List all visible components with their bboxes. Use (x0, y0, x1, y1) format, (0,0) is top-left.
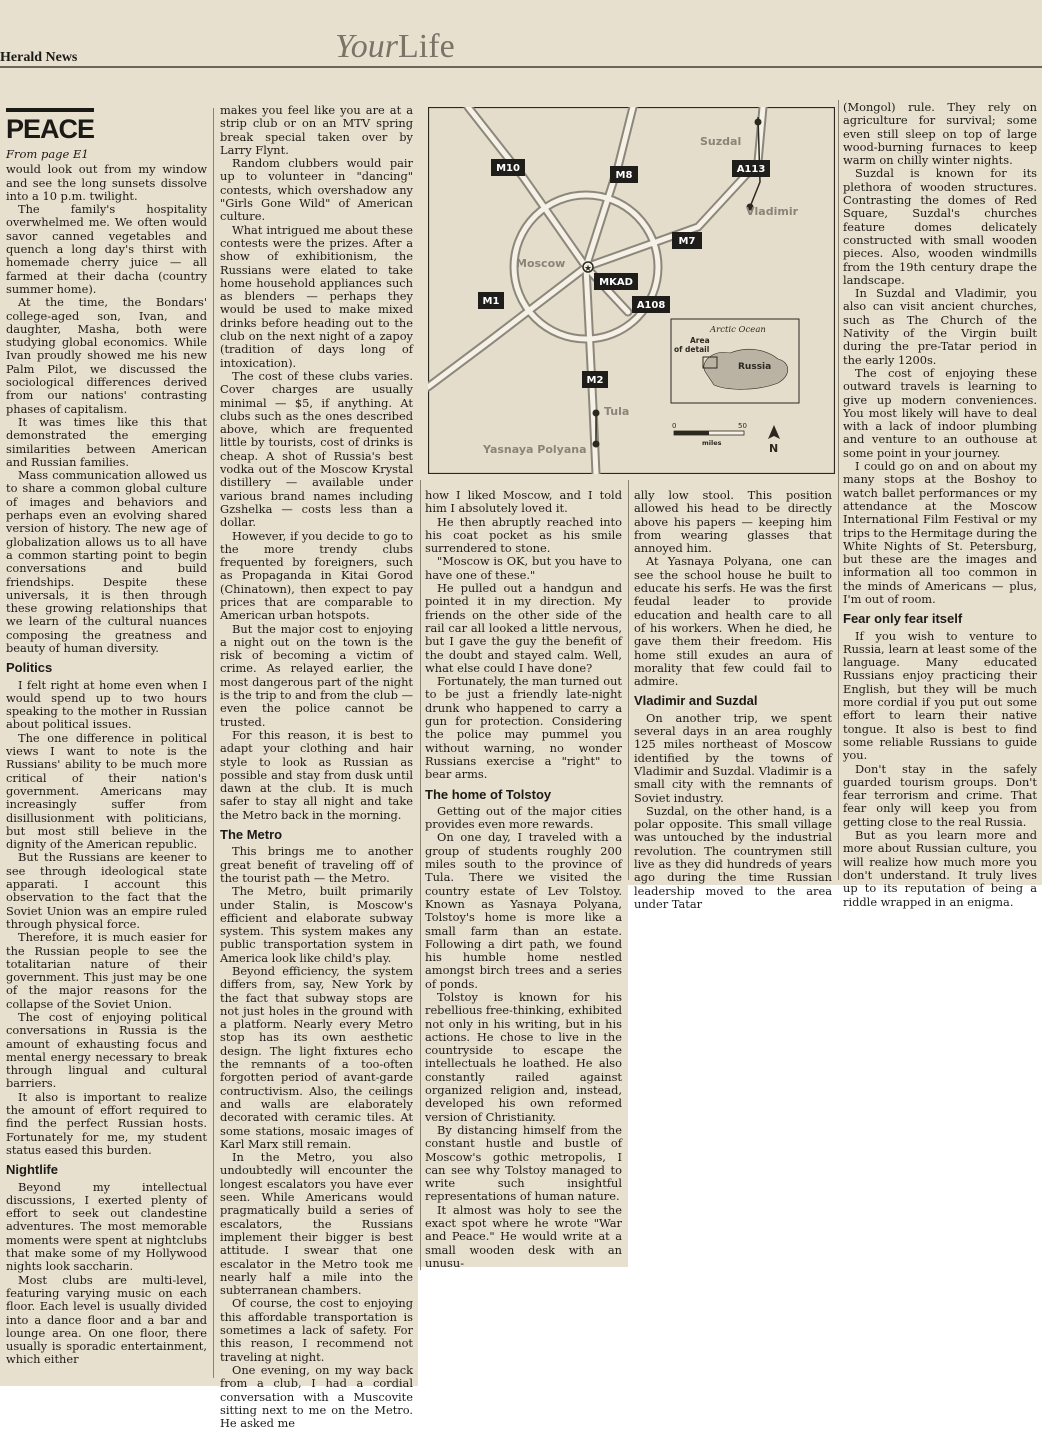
inset-area-2: of detail (674, 345, 710, 354)
paragraph: The family's hospitality overwhelmed me. We often would savor canned vegetables and quench a long day's thirst with homemade cherry juice — all farmed at their dacha (country summer home). (6, 202, 207, 296)
paragraph: But as you learn more and more about Russian culture, you will realize how much more you don't understand. It truly lives up to its reputation of being a riddle wrapped in an enigma. (843, 828, 1037, 909)
paragraph: But the Russians are keener to see through ideological state apparati. I account this observation to the fact that the Soviet Union was an empire ruled through physical force. (6, 850, 207, 931)
route-mkad: MKAD (599, 277, 633, 288)
star-icon: ★ (583, 264, 593, 274)
paragraph: He pulled out a handgun and pointed it in my direction. My friends on the other side of the rail car all looked a little nervous, but I gave the guy the benefit of the doubt and stayed calm. Well, what else could I have done? (425, 581, 622, 675)
article-column-4 (634, 489, 832, 911)
paragraph: On another trip, we spent several days in an area roughly 125 miles northeast of Moscow identified by the towns of Vladimir and Suzdal. Vladimir is a small city with the remnants of Soviet industry. (634, 710, 832, 805)
section-logo (335, 28, 455, 66)
paragraph: What intrigued me about these contests were the prizes. After a show of exhibitionism, the Russians were elated to take home household appliances such as blenders — perhaps they would be used to make mixed drinks before heading out to the club on the next night of a zapoy (tradition of days long of intoxication). (220, 222, 413, 370)
place-moscow: Moscow (516, 257, 566, 270)
paragraph: The Metro, built primarily under Stalin, is Moscow's efficient and elaborate subway system. This system makes any public transportation system in America look like child's play. (220, 884, 413, 965)
city-dot-yasnaya (593, 441, 600, 448)
scale-fifty: 50 (738, 422, 747, 430)
paragraph: ally low stool. This position allowed his head to be directly above his papers — keeping him from wearing glasses that annoyed him. (634, 488, 832, 556)
paragraph: It was times like this that demonstrated the emerging similarities between American and Russian families. (6, 414, 207, 469)
city-dot-suzdal (755, 119, 762, 126)
route-m2: M2 (586, 375, 604, 386)
paragraph: However, if you decide to go to the more trendy clubs frequented by foreigners, such as Propaganda in Kitai Gorod (Chinatown), then expect to pay prices that are comparable to American urban hotspots. (220, 528, 413, 623)
scale-unit: miles (702, 439, 722, 447)
subhead-politics: Politics (6, 660, 53, 676)
paragraph: It almost was holy to see the exact spot where he wrote "War and Peace." He would write at a small wooden desk with an unusu- (425, 1202, 622, 1270)
paragraph: At the time, the Bondars' college-aged son, Ivan, and daughter, Masha, both were studying global economics. While Ivan proudly showed me his new Palm Pilot, we discussed the sociological differences derived from our nations' contrasting phases of capitalism. (6, 295, 207, 416)
paragraph: He then abruptly reached into his coat pocket as his smile surrendered to stone. (425, 514, 622, 556)
paragraph: Don't stay in the safely guarded tourism groups. Don't fear terrorism and crime. That fear only will keep you from getting close to the real Russia. (843, 761, 1037, 829)
paragraph: One evening, on my way back from a club, I had a cordial conversation with a Muscovite sitting next to me on the Metro. He asked me (220, 1362, 413, 1430)
locator-inset (671, 319, 799, 403)
paragraph: Beyond efficiency, the system differs from, say, New York by the fact that subway stops are not just holes in the ground with a platform. Nearly every Metro stop has its own aesthetic design. The light fixtures echo the remnants of a too-often forgotten period of avant-garde contructivism. Also, the ceilings and walls are elaborately decorated with ceramic tiles. At some stations, mosaic images of Karl Marx still remain. (220, 964, 413, 1151)
continued-headline: PEACE (6, 114, 95, 144)
subhead-fear: Fear only fear itself (843, 611, 963, 627)
route-m8: M8 (615, 170, 633, 181)
route-m7: M7 (678, 236, 696, 247)
paragraph: would look out from my window and see the long sunsets dissolve into a 10 p.m. twilight. (6, 162, 207, 203)
column-rule (420, 480, 421, 1270)
inset-ocean: Arctic Ocean (710, 325, 766, 335)
place-tula: Tula (604, 405, 630, 418)
kicker-rule (6, 108, 94, 112)
subhead-metro: The Metro (220, 827, 283, 843)
paragraph: Random clubbers would pair up to volunteer in "dancing" contests, which overshadow any "Girls Gone Wild" of American culture. (220, 156, 413, 224)
paragraph: Suzdal is known for its plethora of wooden structures. Contrasting the domes of Red Square, Suzdal's churches feature domes delicately constructed with small wooden pieces. Also, wooden windmills from the 19th century drape the landscape. (843, 166, 1037, 287)
paragraph: The cost of enjoying these outward travels is learning to give up modern conveniences. You most likely will have to deal with a lack of indoor plumbing and venture to an outhouse at some point in your journey. (843, 365, 1037, 460)
place-vladimir: Vladimir (746, 205, 799, 218)
subhead-vladimir: Vladimir and Suzdal (634, 693, 758, 709)
inset-area-1: Area (690, 336, 710, 345)
jump-line: From page E1 (6, 147, 89, 161)
scale-zero: 0 (672, 422, 677, 430)
paragraph: Suzdal, on the other hand, is a polar opposite. This small village was untouched by the industrial revolution. The countrymen still live as they did hundreds of years ago during the time Russian leadership moved to the area under Tatar (634, 803, 832, 911)
paragraph: If you wish to venture to Russia, learn at least some of the language. Many educated Russians enjoy practicing their English, but they will be much more cordial if you put out some effort to learn their native tongue. It also is best to find some reliable Russians to guide you. (843, 628, 1037, 763)
paragraph: Most clubs are multi-level, featuring varying music on each floor. Each level is usually divided into a dance floor and a bar and lounge area. On one floor, there usually is sporadic entertainment, which either (6, 1272, 207, 1367)
map-frame (429, 108, 835, 474)
paragraph: The cost of these clubs varies. Cover charges are usually minimal — $5, if anything. At clubs such as the ones described above, which are frequented little by tourists, cost of drinks is cheap. A shot of Russia's best vodka out of the Moscow Krystal distillery — available under various brand names including Gzshelka — costs less than a dollar. (220, 368, 413, 530)
section-logo-your: Your (335, 28, 399, 65)
paragraph: I felt right at home even when I would spend up to two hours speaking to the mother in Russian about political issues. (6, 677, 207, 732)
paragraph: "Moscow is OK, but you have to have one of these." (425, 554, 622, 582)
paragraph: In Suzdal and Vladimir, you also can visit ancient churches, such as The Church of the Nativity of the Virgin built during the pre-Tatar period in the early 1200s. (843, 286, 1037, 367)
article-column-1 (6, 108, 207, 1367)
north-label: N (769, 442, 779, 455)
article-column-5 (843, 101, 1037, 909)
city-dot-tula (593, 410, 600, 417)
paragraph: how I liked Moscow, and I told him I absolutely loved it. (425, 488, 622, 516)
route-a108: A108 (636, 300, 666, 311)
place-suzdal: Suzdal (700, 135, 742, 148)
paragraph: For this reason, it is best to adapt your clothing and hair style to look as Russian as possible and stay from dusk until dawn at the club. It is much safer to stay all night and take the Metro back in the morning. (220, 727, 413, 822)
section-logo-life: Life (398, 28, 455, 65)
route-m10: M10 (496, 163, 520, 174)
paragraph: The cost of enjoying political conversations in Russia is the amount of exhausting focus and mental energy necessary to break through lingual and cultural barriers. (6, 1010, 207, 1091)
paragraph: The one difference in political views I want to note is the Russians' ability to be much more critical of their nation's government. Americans may increasingly suffer from disillusionment with politicians, but most still believe in the dignity of the American republic. (6, 730, 207, 852)
inset-country: Russia (738, 362, 772, 372)
paragraph: Fortunately, the man turned out to be just a friendly late-night drunk who happened to carry a gun for protection. Considering the police may pummel you without warning, no wonder Russians exercise a "right" to bear arms. (425, 674, 622, 782)
article-column-2 (220, 104, 413, 1430)
masthead-rule (0, 66, 1042, 68)
route-map (428, 107, 835, 474)
paragraph: Of course, the cost to enjoying this affordable transportation is sometimes a lack of safety. For this reason, I recommend not traveling at night. (220, 1296, 413, 1364)
paragraph: This brings me to another great benefit of traveling off of the tourist path — the Metro. (220, 844, 413, 885)
paragraph: makes you feel like you are at a strip club or on an MTV spring break special taken over by Larry Flynt. (220, 103, 413, 157)
subhead-nightlife: Nightlife (6, 1162, 58, 1178)
paragraph: Tolstoy is known for his rebellious free-thinking, exhibited not only in his writing, but in his actions. He chose to live in the countryside to escape the intellectuals he loathed. He also constantly railed against organized religion and, instead, developed his own reformed version of Christianity. (425, 989, 622, 1124)
paragraph: Getting out of the major cities provides even more rewards. (425, 803, 622, 832)
column-rule (838, 100, 839, 880)
route-m1: M1 (482, 296, 500, 307)
route-a113: A113 (736, 164, 766, 175)
place-yasnaya: Yasnaya Polyana (483, 443, 587, 456)
paragraph: Mass communication allowed us to share a common global culture of images and behaviors and perhaps even an evolving shared version of history. The new age of globalization allows us to all have a common starting point to begin conversations and build friendships. Despite these universals, it is then through these growing relationships that we learn of the cultural nuances composing the greatness and beauty of human diversity. (6, 468, 207, 655)
paragraph: On one day, I traveled with a group of students roughly 200 miles south to the province of Tula. There we visited the country estate of Lev Tolstoy. Known as Yasnaya Polyana, Tolstoy's home is more like a small farm than an estate. Following a dirt path, we found his humble home nestled amongst birch trees and a series of ponds. (425, 830, 622, 991)
paragraph: At Yasnaya Polyana, one can see the school house he built to educate his serfs. He was the first feudal leader to provide education and health care to all of his workers. When he died, he gave them their freedom. His home still exudes an aura of morality that few could fail to admire. (634, 554, 832, 689)
paragraph: In the Metro, you also undoubtedly will encounter the longest escalators you have ever seen. While Americans would pragmatically build a series of escalators, the Russians implement their bigger is best attitude. I swear that one escalator in the Metro took me nearly half a mile into the subterranean chambers. (220, 1150, 413, 1298)
column-rule (213, 108, 214, 1378)
paragraph: But the major cost to enjoying a night out on the town is the risk of becoming a victim of crime. As relayed earlier, the most dangerous part of the night is the trip to and from the club — even the police cannot be trusted. (220, 621, 413, 729)
column-rule (628, 480, 629, 880)
article-column-3 (425, 489, 622, 1270)
paragraph: By distancing himself from the constant hustle and bustle of Moscow's gothic metropolis, I can see why Tolstoy managed to write such insightful representations of human nature. (425, 1122, 622, 1204)
paragraph: It also is important to realize the amount of effort required to find the perfect Russian hosts. Fortunately for me, my student status eased this burden. (6, 1089, 207, 1157)
paragraph: Beyond my intellectual discussions, I exerted plenty of effort to seek out clandestine adventures. The most memorable moments were spent at nightclubs that make some of my Hollywood nights look saccharin. (6, 1179, 207, 1274)
paragraph: I could go on and on about my many stops at the Boshoy to watch ballet performances or my attendance at the Moscow International Film Festival or my trips to the Hermitage during the White Nights of St. Petersburg, but these are the images and information all too common in the minds of Americans — plus, I'm out of room. (843, 459, 1037, 606)
paragraph: Therefore, it is much easier for the Russian people to see the totalitarian nature of their government. This just may be one of the major reasons for the collapse of the Soviet Union. (6, 930, 207, 1011)
paragraph: (Mongol) rule. They rely on agriculture for survival; some even still sleep on top of large wood-burning furnaces to keep warm on chilly winter nights. (843, 100, 1037, 168)
subhead-tolstoy: The home of Tolstoy (425, 786, 552, 802)
section-name: Herald News (0, 50, 78, 65)
